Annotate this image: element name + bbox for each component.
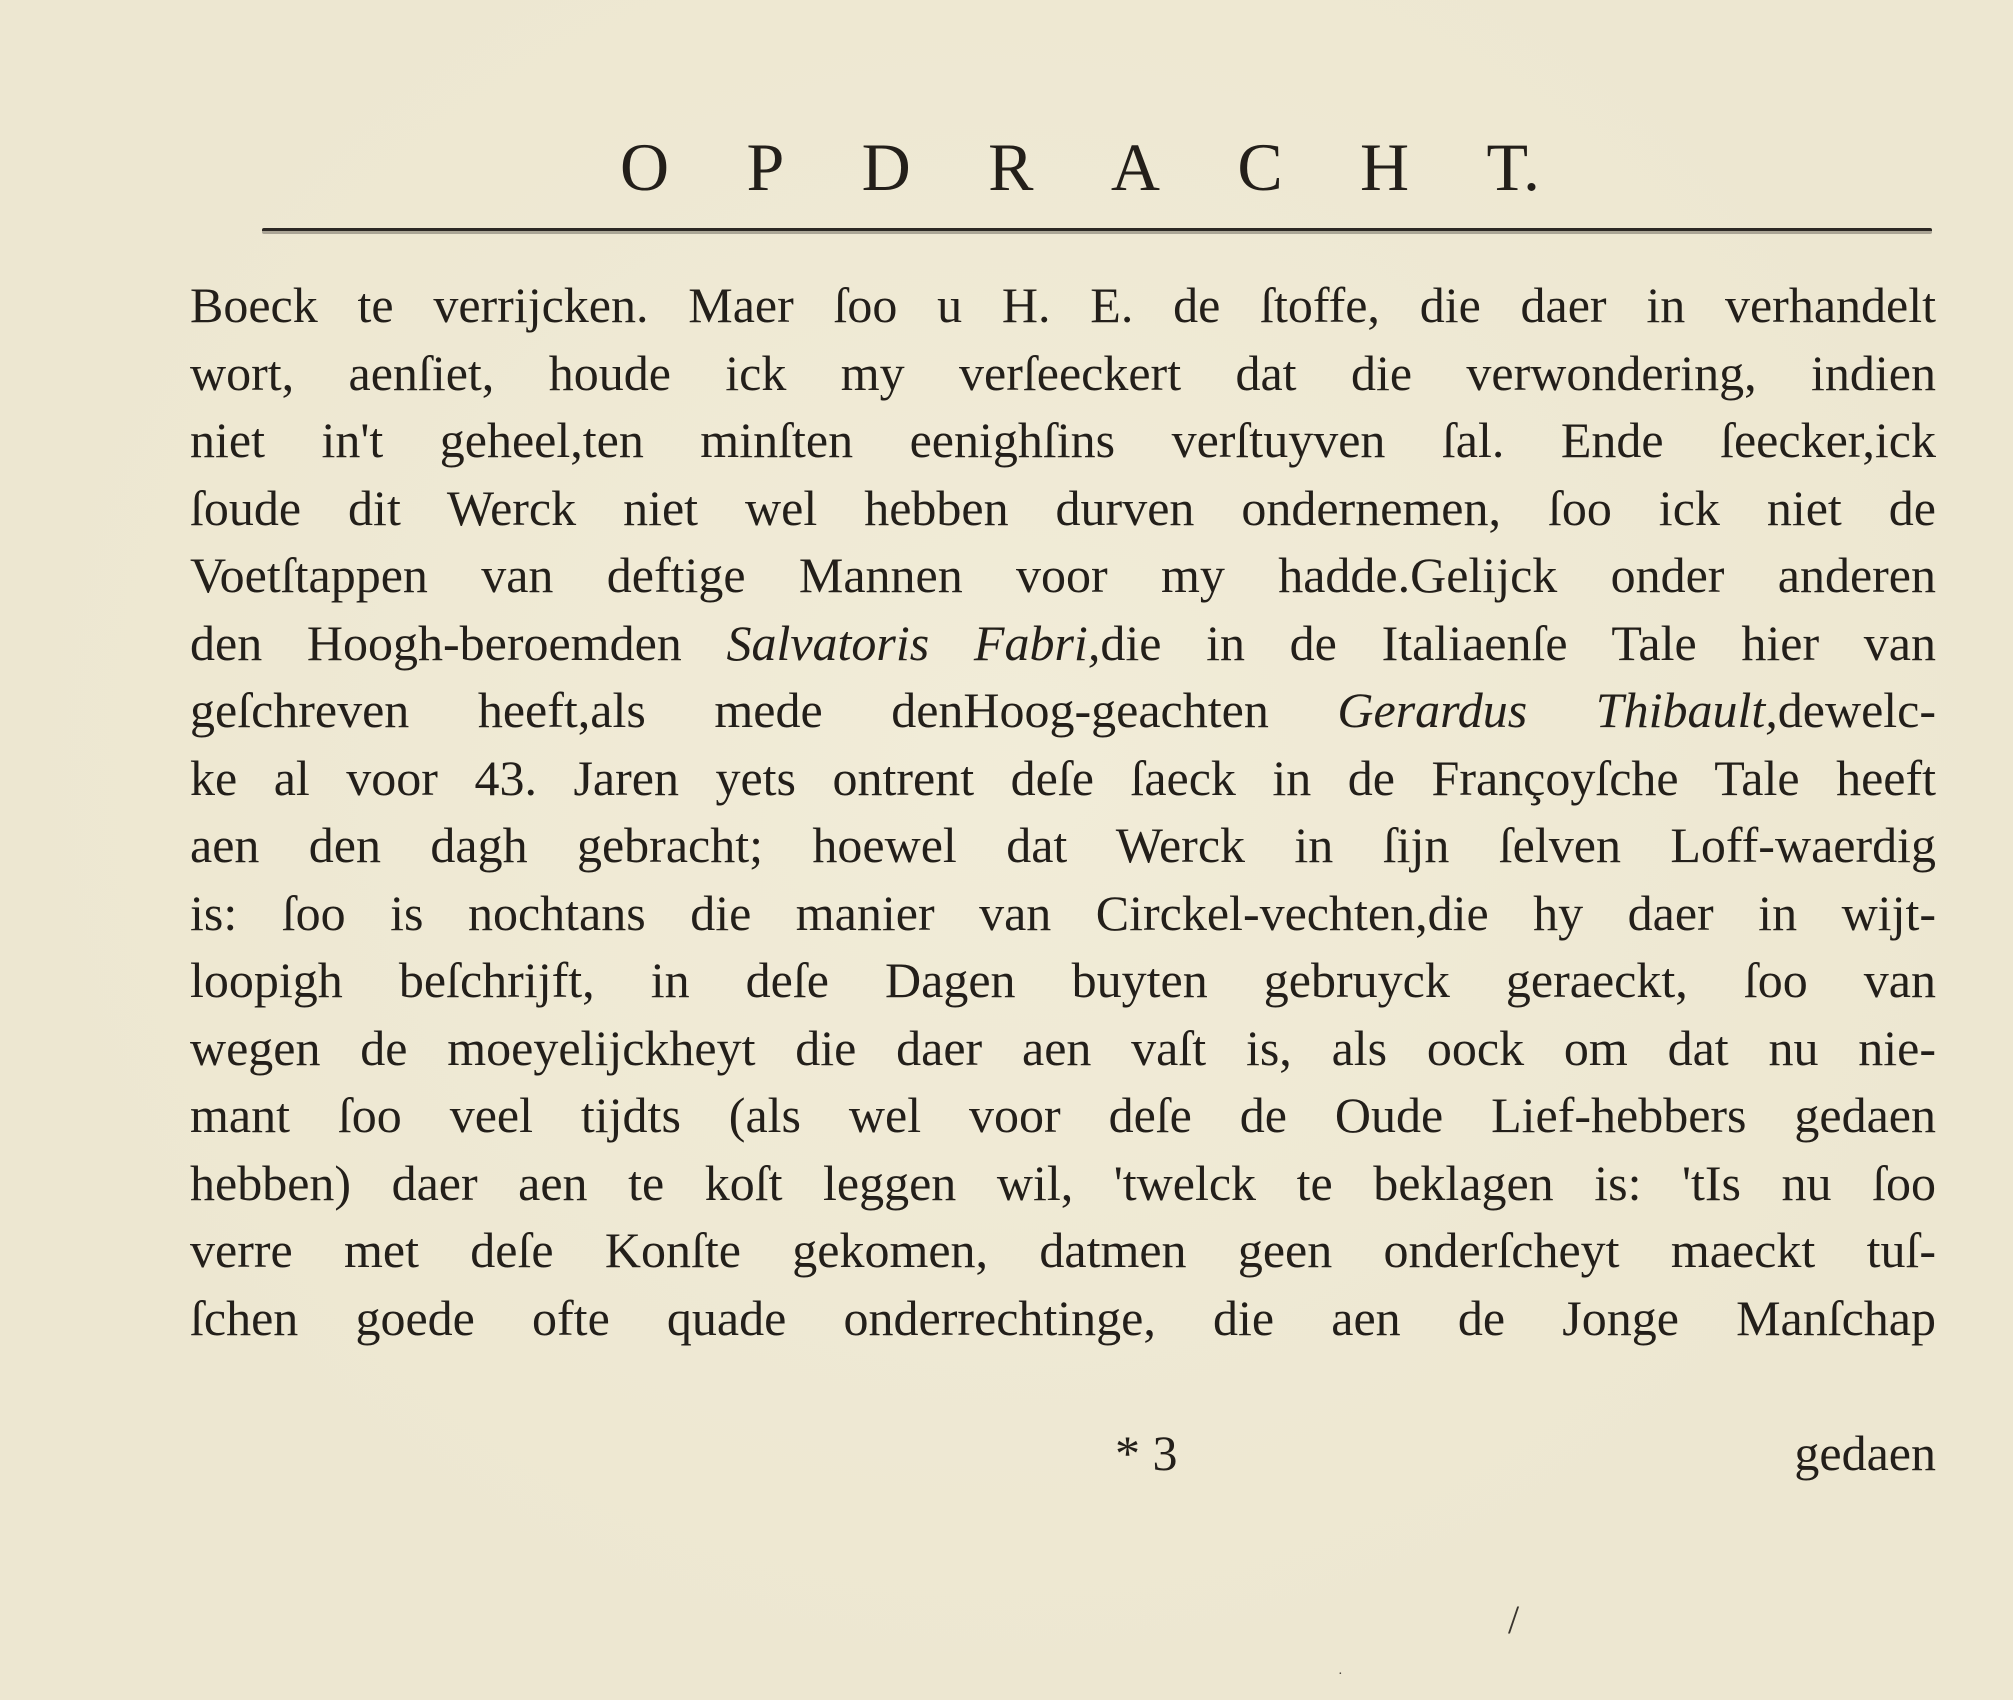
text-line [190, 947, 1936, 1015]
text-line [190, 1015, 1936, 1083]
text-span: is: ſoo is nochtans die manier van Circkel-vechten,die hy daer in wijt- [190, 884, 1936, 941]
text-line [190, 272, 1936, 340]
page-footer [190, 1418, 1936, 1498]
text-line [190, 1150, 1936, 1218]
text-span: ſchen goede ofte quade onderrechtinge, die aen de Jonge Manſchap [190, 1289, 1936, 1346]
text-line [190, 407, 1936, 475]
ink-speck: · [1338, 1667, 1343, 1682]
heading-rule [262, 228, 1932, 234]
text-span: verre met deſe Konſte gekomen, datmen geen onderſcheyt maeckt tuſ- [190, 1222, 1936, 1278]
italic-name: Salvatoris Fabri, [726, 614, 1101, 671]
heading-letter: H [1360, 129, 1410, 205]
text-line [190, 1217, 1936, 1285]
text-line [190, 610, 1936, 678]
text-span: aen den dagh gebracht; hoewel dat Werck in ſijn ſelven Loff-waerdig [190, 817, 1936, 873]
ink-speck: / [1508, 1597, 1520, 1642]
text-line [190, 880, 1936, 948]
heading-letter: T. [1486, 129, 1540, 205]
catchword: gedaen [1794, 1425, 1936, 1481]
text-line [190, 745, 1936, 813]
text-span: wegen de moeyelijckheyt die daer aen vaſt is, als oock om dat nu nie- [190, 1019, 1936, 1076]
italic-name: Gerardus Thibault, [1337, 682, 1778, 738]
text-line [190, 340, 1936, 408]
text-span: niet in't geheel,ten minſten eenighſins verſtuyven ſal. Ende ſeecker,ick [190, 412, 1936, 468]
text-span: ke al voor 43. Jaren yets ontrent deſe ſaeck in de Françoyſche Tale heeft [190, 749, 1936, 806]
heading-letter: D [861, 129, 911, 205]
text-span: die in de Italiaenſe Tale hier van [1100, 614, 1936, 671]
text-line [190, 1082, 1936, 1150]
text-line [190, 677, 1936, 745]
text-span: hebben) daer aen te koſt leggen wil, 'twelck te beklagen is: 'tIs nu ſoo [190, 1154, 1936, 1211]
text-span: loopigh beſchrijft, in deſe Dagen buyten gebruyck geraeckt, ſoo van [190, 952, 1936, 1008]
text-span: den Hoogh-beroemden [190, 614, 727, 671]
text-line [190, 542, 1936, 610]
heading-letter: C [1237, 129, 1283, 205]
text-line [190, 812, 1936, 880]
text-span: geſchreven heeft,als mede denHoog-geachten [190, 682, 1338, 738]
text-span: Boeck te verrijcken. Maer ſoo u H. E. de ſtoffe, die daer in verhandelt [190, 277, 1936, 333]
heading-letter: P [746, 129, 785, 205]
heading-letter: A [1110, 129, 1160, 205]
body-text [190, 272, 1936, 1352]
text-line [190, 475, 1936, 543]
text-span: ſoude dit Werck niet wel hebben durven ondernemen, ſoo ick niet de [190, 479, 1936, 536]
text-span: dewelc- [1777, 682, 1936, 738]
heading-letter: R [988, 129, 1034, 205]
text-span: Voetſtappen van deftige Mannen voor my hadde.Gelijck onder anderen [190, 547, 1936, 603]
signature-mark: * 3 [1115, 1425, 1178, 1481]
text-span: mant ſoo veel tijdts (als wel voor deſe de Oude Lief-hebbers gedaen [190, 1087, 1936, 1143]
heading-letter: O [620, 129, 670, 205]
text-line [190, 1285, 1936, 1353]
text-span: wort, aenſiet, houde ick my verſeeckert dat die verwondering, indien [190, 344, 1936, 401]
page-heading [620, 122, 1540, 212]
